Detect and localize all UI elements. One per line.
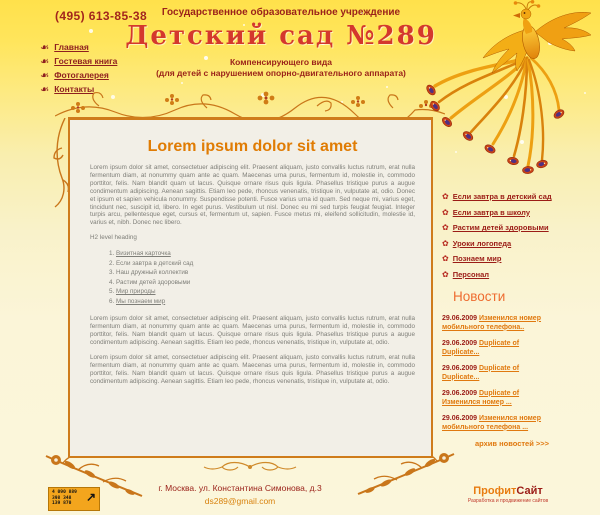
address-text: г. Москва. ул. Константина Симонова, д.3	[158, 483, 322, 493]
header	[125, 7, 437, 79]
news-date: 29.06.2009	[442, 414, 478, 422]
list-text: Если завтра в детский сад	[116, 259, 194, 267]
studio-name-part1: Профит	[473, 485, 517, 497]
bottom-center-scroll-ornament	[198, 459, 302, 475]
bottom-left-spray-ornament	[38, 452, 148, 500]
paragraph: Lorem ipsum dolor sit amet, consectetuer adipiscing elit. Praesent aliquam, justo convallis luctus rutrum, erat nulla fermentum diam, at nonummy quam ante ac quam. Maecenas urna purus, fermentum id, molestie in, commodo porttitor, felis. Nam blandit quam ut lacus. Quisque ornare risus quis ligula. Phasellus tristique purus a augue condimentum adipiscing. Aenean sagittis. Etiam leo pede, rhoncus venenatis, tristique in, vulputate at, odio. Donec et ipsum et sapien vehicula nonummy. Suspendisse potenti. Fusce varius urna id quam. Sed neque mi, varius eget, tincidunt nec, suscipit id, libero. In eget purus. Vestibulum ut nisl. Donec eu mi sed turpis feugiat feugiat. Integer turpis arcu, pellentesque eget, cursus et, fermentum ut, sapien. Fusce metus mi, eleifend sollicitudin, molestie id, varius et, nibh. Donec nec libero.	[90, 164, 415, 227]
sidebar-link-label[interactable]: Уроки логопеда	[452, 238, 512, 248]
bird-beak	[513, 13, 520, 18]
news-date: 29.06.2009	[442, 364, 478, 372]
list-text: Растим детей здоровыми	[116, 278, 191, 286]
h2-heading: H2 level heading	[90, 234, 137, 242]
news-date: 29.06.2009	[442, 314, 478, 322]
news-item[interactable]	[442, 414, 554, 432]
studio-name-part2: Сайт	[516, 485, 543, 497]
main-nav	[40, 37, 118, 96]
studio-logo[interactable]	[458, 485, 558, 504]
news-item[interactable]	[442, 339, 554, 357]
counter-line: 4 090 889	[52, 490, 77, 495]
news-link[interactable]: Duplicate of Duplicate...	[442, 339, 520, 356]
list-link[interactable]: Визитная карточка	[116, 250, 171, 258]
list-text: Наш дружный коллектив	[116, 269, 189, 277]
counter-line: 398 348	[52, 495, 72, 501]
news-date: 29.06.2009	[442, 339, 478, 347]
nav-link-label[interactable]: Главная	[54, 42, 89, 52]
flower-icon: ✿	[442, 269, 449, 279]
sidebar-item-world[interactable]	[442, 252, 582, 263]
paragraph: Lorem ipsum dolor sit amet, consectetuer adipiscing elit. Praesent aliquam, justo convallis luctus rutrum, erat nulla fermentum diam, at nonummy quam ante ac quam. Maecenas urna purus, fermentum id, molestie in, commodo porttitor, felis. Nam blandit quam ut lacus. Quisque ornare risus quis ligula. Phasellus tristique purus a augue condimentum adipiscing. Aenean sagittis. Etiam leo pede, rhoncus venenatis, tristique in, vulputate at, odio.	[90, 353, 415, 385]
nav-link-label[interactable]: Фотогалерея	[54, 70, 109, 80]
news-link[interactable]: Duplicate of Изменился номер ...	[442, 389, 520, 406]
nav-item-guestbook[interactable]	[40, 51, 118, 68]
site-title: Детский сад №289	[125, 21, 437, 51]
nav-link-label[interactable]: Гостевая книга	[54, 56, 118, 66]
fleuron-icon: ❧	[40, 70, 50, 82]
news-list	[442, 314, 582, 432]
list-link[interactable]: Мы познаем мир	[116, 297, 166, 305]
news-archive-link[interactable]: архив новостей >>>	[474, 438, 550, 448]
firebird-illustration	[415, 0, 600, 180]
main-content-box	[68, 117, 433, 458]
flower-icon: ✿	[442, 254, 449, 263]
sidebar-menu	[442, 190, 582, 279]
sidebar-item-speech[interactable]	[442, 237, 582, 248]
news-item[interactable]	[442, 364, 554, 382]
news-item[interactable]	[442, 314, 554, 332]
bird-head	[521, 9, 531, 19]
sidebar-item-health[interactable]	[442, 221, 582, 232]
sidebar-link-label[interactable]: Если завтра в школу	[452, 207, 530, 217]
org-type-text: Государственное образовательное учреждение	[161, 7, 401, 18]
list-item[interactable]	[116, 249, 415, 259]
flower-icon: ✿	[442, 238, 449, 248]
news-date: 29.06.2009	[442, 389, 478, 397]
list-item	[116, 278, 415, 288]
left-swirl-ornament	[50, 118, 70, 210]
fleuron-icon: ❧	[40, 84, 50, 96]
sidebar	[442, 190, 582, 448]
studio-name[interactable]	[458, 485, 558, 497]
news-link[interactable]: Duplicate of Duplicate...	[442, 364, 520, 381]
flower-icon: ✿	[442, 192, 449, 201]
fleuron-icon: ❧	[40, 56, 50, 68]
right-wing	[535, 12, 591, 51]
list-item[interactable]	[116, 297, 415, 307]
sidebar-link-label[interactable]: Если завтра в детский сад	[452, 192, 552, 201]
sidebar-link-label[interactable]: Персонал	[452, 269, 490, 279]
arrow-up-right-icon: ↗	[85, 490, 96, 504]
studio-tagline: Разработка и продвижение сайтов	[467, 498, 549, 504]
sidebar-link-label[interactable]: Растим детей здоровыми	[452, 223, 549, 232]
phone-number: (495) 613-85-38	[55, 9, 148, 23]
flower-icon: ✿	[442, 223, 449, 232]
page-title: Lorem ipsum dolor sit amet	[147, 138, 358, 155]
sidebar-item-school[interactable]	[442, 206, 582, 217]
sparkles-decoration	[0, 0, 2, 2]
news-link[interactable]: Изменился номер мобильного телефона..	[442, 314, 541, 331]
nav-item-home[interactable]	[40, 37, 117, 54]
sidebar-item-kindergarten[interactable]	[442, 190, 582, 201]
list-link[interactable]: Мир природы	[116, 288, 156, 296]
nav-item-gallery[interactable]	[40, 65, 117, 82]
news-item[interactable]	[442, 389, 554, 407]
sidebar-item-staff[interactable]	[442, 268, 582, 279]
list-item[interactable]	[116, 287, 415, 297]
news-heading: Новости	[453, 288, 506, 304]
nav-link-label[interactable]: Контакты	[54, 84, 95, 94]
paragraph: Lorem ipsum dolor sit amet, consectetuer adipiscing elit. Praesent aliquam, justo convallis luctus rutrum, erat nulla fermentum diam, at nonummy quam ante ac quam. Maecenas urna purus, fermentum id, molestie in, commodo porttitor, felis. Nam blandit quam ut lacus. Quisque ornare risus quis ligula. Phasellus tristique purus a augue condimentum adipiscing. Aenean sagittis. Etiam leo pede, rhoncus venenatis, tristique in, vulputate at, odio.	[90, 315, 415, 346]
list-item	[116, 268, 415, 278]
site-subtitle-1: Компенсирующего вида	[229, 57, 333, 67]
bird-eye	[524, 12, 526, 14]
nav-item-contacts[interactable]	[40, 79, 117, 96]
news-link[interactable]: Изменился номер мобильного телефона ...	[442, 414, 541, 431]
flower-icon: ✿	[442, 207, 449, 217]
sidebar-link-label[interactable]: Познаем мир	[452, 254, 502, 263]
site-subtitle-2: (для детей с нарушением опорно-двигательного аппарата)	[156, 68, 406, 78]
list-item	[116, 259, 415, 269]
email-link[interactable]: ds289@gmail.com	[204, 496, 276, 506]
content-list	[90, 249, 415, 306]
counter-line: 139 870	[52, 501, 72, 507]
fleuron-icon: ❧	[40, 42, 50, 54]
